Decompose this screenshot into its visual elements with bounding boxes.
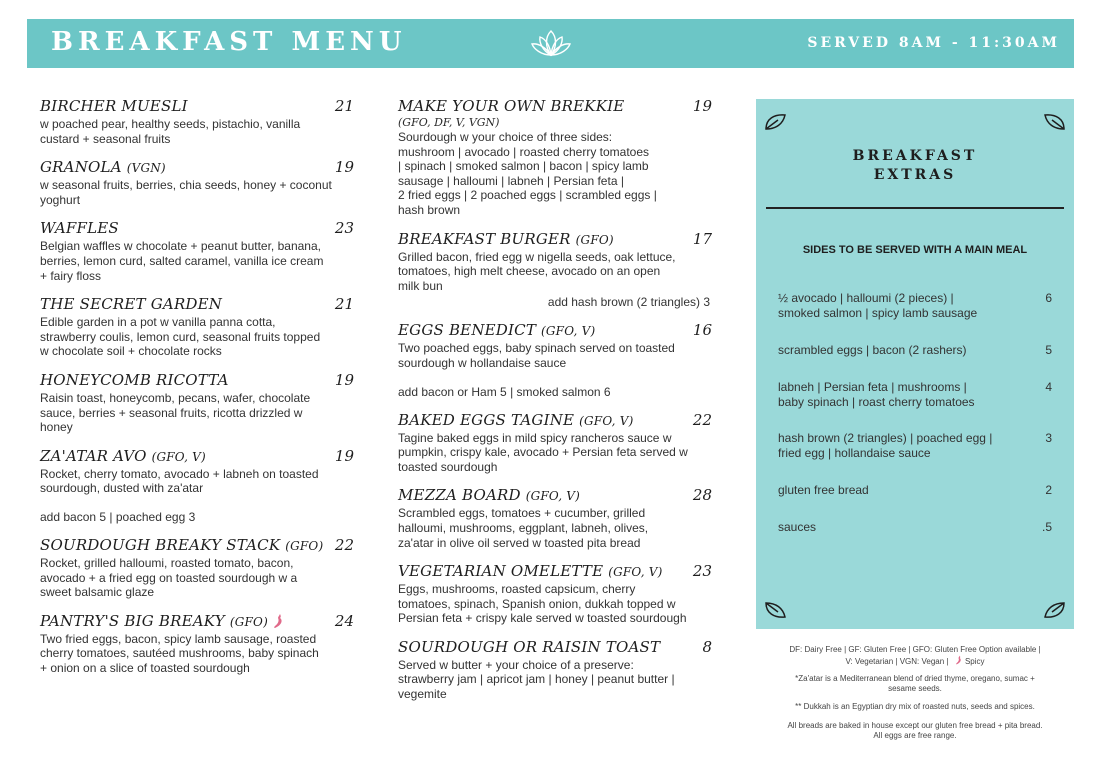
extras-subtitle: SIDES TO BE SERVED WITH A MAIN MEAL bbox=[802, 244, 1028, 256]
lotus-icon bbox=[531, 29, 571, 57]
menu-item bbox=[398, 321, 712, 398]
chili-icon bbox=[954, 655, 963, 665]
menu-title: BREAKFAST MENU bbox=[51, 27, 407, 57]
item-description: w poached pear, healthy seeds, pistachio, vanilla custard + seasonal fruits bbox=[40, 117, 301, 146]
item-description: Served w butter + your choice of a preserve: strawberry jam | apricot jam | honey | peanut butter | vegemite bbox=[398, 657, 675, 702]
item-description: Two poached eggs, baby spinach served on toasted sourdough w hollandaise sauce bbox=[398, 341, 675, 370]
item-price: 19 bbox=[334, 370, 354, 389]
dietary-tag: (GFO, V) bbox=[525, 489, 580, 504]
side-price: 6 bbox=[1045, 291, 1052, 305]
item-price: 21 bbox=[334, 97, 354, 115]
menu-item bbox=[40, 536, 354, 600]
item-description: Scrambled eggs, tomatoes + cucumber, grilled halloumi, mushrooms, eggplant, labneh, olives, za'atar in olive oil served w toasted pita bread bbox=[398, 506, 649, 550]
dietary-legend: DF: Dairy Free | GF: Gluten Free | GFO: Gluten Free Option available | V: Vegetarian | VGN: Vegan | Spicy bbox=[789, 645, 1041, 666]
dietary-tag: (GFO) bbox=[575, 232, 614, 247]
dietary-tag: (GFO, V) bbox=[608, 565, 663, 580]
side-price: 4 bbox=[1045, 380, 1052, 394]
item-description: Grilled bacon, fried egg w nigella seeds, oak lettuce, tomatoes, high melt cheese, avocado on an open milk bun bbox=[398, 249, 676, 293]
item-price: 22 bbox=[334, 535, 354, 554]
item-description: Raisin toast, honeycomb, pecans, wafer, chocolate sauce, berries + seasonal fruits, ricotta drizzled w honey bbox=[40, 390, 311, 435]
item-name: BAKED EGGS TAGINE (GFO, V) bbox=[398, 410, 634, 429]
item-name: MAKE YOUR OWN BREKKIE bbox=[398, 97, 625, 115]
item-price: 19 bbox=[334, 158, 354, 177]
item-name: SOURDOUGH BREAKY STACK (GFO) bbox=[40, 535, 324, 554]
menu-header bbox=[27, 19, 1074, 68]
leaf-icon bbox=[1042, 601, 1066, 621]
item-description: Two fried eggs, bacon, spicy lamb sausage, roasted cherry tomatoes, sautéed mushrooms, baby spinach + onion on a slice of toasted sourdough bbox=[40, 631, 319, 675]
leaf-icon bbox=[764, 111, 788, 131]
item-price: 17 bbox=[692, 229, 712, 248]
dukkah-note: ** Dukkah is an Egyptian dry mix of roasted nuts, seeds and spices. bbox=[795, 702, 1035, 711]
item-description: Edible garden in a pot w vanilla panna cotta, strawberry coulis, lemon curd, seasonal fruits topped w chocolate soil + chocolate rocks bbox=[40, 315, 321, 359]
item-description: Tagine baked eggs in mild spicy rancheros sauce w pumpkin, crispy kale, avocado + Persian feta served w toasted sourdough bbox=[398, 430, 688, 474]
side-price: 3 bbox=[1045, 431, 1052, 445]
menu-item bbox=[398, 638, 712, 702]
side-item: ½ avocado | halloumi (2 pieces) | smoked salmon | spicy lamb sausage 6 bbox=[778, 291, 1052, 320]
dietary-tag: (VGN) bbox=[126, 161, 166, 176]
item-addon: add bacon 5 | poached egg 3 bbox=[40, 509, 196, 524]
side-item: gluten free bread 2 bbox=[778, 483, 1052, 497]
side-item: sauces .5 bbox=[778, 520, 1052, 534]
item-description: w seasonal fruits, berries, chia seeds, honey + coconut yoghurt bbox=[40, 178, 332, 207]
side-item: hash brown (2 triangles) | poached egg | fried egg | hollandaise sauce 3 bbox=[778, 431, 1052, 460]
item-price: 22 bbox=[692, 410, 712, 429]
menu-item bbox=[398, 411, 712, 475]
dietary-tag: (GFO, V) bbox=[579, 413, 634, 428]
item-description: Belgian waffles w chocolate + peanut butter, banana, berries, lemon curd, salted caramel, vanilla ice cream + fairy floss bbox=[40, 239, 324, 283]
side-price: 2 bbox=[1045, 483, 1052, 497]
menu-item bbox=[40, 447, 354, 524]
item-description: Sourdough w your choice of three sides: mushroom | avocado | roasted cherry tomatoes | spinach | smoked salmon | bacon | spicy lamb sausage | halloumi | labneh | Persian feta | 2 fried eggs | 2 poached eggs | scrambled eggs | hash brown bbox=[398, 130, 657, 217]
extras-title: BREAKFAST EXTRAS bbox=[852, 148, 978, 183]
serving-hours: SERVED 8AM - 11:30AM bbox=[807, 35, 1060, 51]
side-price: .5 bbox=[1041, 520, 1052, 534]
item-description: Eggs, mushrooms, roasted capsicum, cherry tomatoes, spinach, Spanish onion, dukkah topped w Persian feta + crispy kale served w toasted sourdough bbox=[398, 582, 687, 626]
item-price: 28 bbox=[692, 486, 712, 505]
chili-icon bbox=[271, 613, 285, 629]
menu-column-2 bbox=[398, 97, 712, 714]
item-price: 16 bbox=[692, 321, 712, 340]
side-item: scrambled eggs | bacon (2 rashers) 5 bbox=[778, 343, 1052, 357]
menu-item bbox=[398, 486, 712, 550]
item-name: HONEYCOMB RICOTTA bbox=[40, 370, 229, 389]
item-name: EGGS BENEDICT (GFO, V) bbox=[398, 321, 596, 340]
item-name: ZA'ATAR AVO (GFO, V) bbox=[40, 446, 206, 465]
item-price: 23 bbox=[692, 562, 712, 581]
item-name: WAFFLES bbox=[40, 219, 119, 238]
item-name: GRANOLA (VGN) bbox=[40, 158, 166, 177]
breakfast-extras-panel bbox=[756, 99, 1074, 629]
divider bbox=[766, 207, 1064, 209]
item-description: Rocket, grilled halloumi, roasted tomato, bacon, avocado + a fried egg on toasted sourdough w a sweet balsamic glaze bbox=[40, 555, 298, 600]
item-name: PANTRY'S BIG BREAKY (GFO) bbox=[40, 612, 285, 630]
item-name: SOURDOUGH OR RAISIN TOAST bbox=[398, 637, 661, 656]
item-name: VEGETARIAN OMELETTE (GFO, V) bbox=[398, 562, 663, 581]
item-price: 21 bbox=[334, 295, 354, 314]
item-price: 24 bbox=[334, 611, 354, 630]
dietary-tag: (GFO, V) bbox=[541, 324, 596, 339]
menu-item bbox=[40, 158, 354, 207]
dietary-tag: (GFO, V) bbox=[151, 449, 206, 464]
item-description: Rocket, cherry tomato, avocado + labneh on toasted sourdough, dusted with za'atar bbox=[40, 466, 319, 496]
leaf-icon bbox=[764, 601, 788, 621]
dietary-tag: (GFO) bbox=[285, 538, 324, 553]
item-price: 19 bbox=[692, 97, 712, 115]
item-price: 8 bbox=[702, 637, 712, 656]
side-price: 5 bbox=[1045, 343, 1052, 357]
menu-item bbox=[398, 97, 712, 218]
menu-item bbox=[40, 219, 354, 283]
item-addon: add bacon or Ham 5 | smoked salmon 6 bbox=[398, 384, 611, 399]
menu-item bbox=[40, 371, 354, 435]
menu-item bbox=[40, 612, 354, 676]
menu-item bbox=[40, 97, 354, 146]
menu-item bbox=[398, 562, 712, 626]
item-name: THE SECRET GARDEN bbox=[40, 295, 223, 314]
side-item: labneh | Persian feta | mushrooms | baby spinach | roast cherry tomatoes 4 bbox=[778, 380, 1052, 409]
menu-item bbox=[40, 295, 354, 359]
item-price: 23 bbox=[334, 219, 354, 238]
item-price: 19 bbox=[334, 446, 354, 465]
dietary-tag: (GFO, DF, V, VGN) bbox=[398, 116, 500, 129]
dietary-tag: (GFO) bbox=[229, 614, 268, 629]
menu-column-1 bbox=[40, 97, 354, 687]
item-name: BREAKFAST BURGER (GFO) bbox=[398, 229, 614, 248]
item-addon: add hash brown (2 triangles) 3 bbox=[547, 295, 710, 310]
zaatar-note: *Za'atar is a Mediterranean blend of dried thyme, oregano, sumac + sesame seeds. bbox=[795, 674, 1035, 693]
item-name: MEZZA BOARD (GFO, V) bbox=[398, 486, 580, 505]
bread-note: All breads are baked in house except our gluten free bread + pita bread. All eggs are free range. bbox=[787, 721, 1043, 740]
menu-item bbox=[398, 230, 712, 310]
item-name: BIRCHER MUESLI bbox=[40, 97, 188, 115]
leaf-icon bbox=[1042, 111, 1066, 131]
